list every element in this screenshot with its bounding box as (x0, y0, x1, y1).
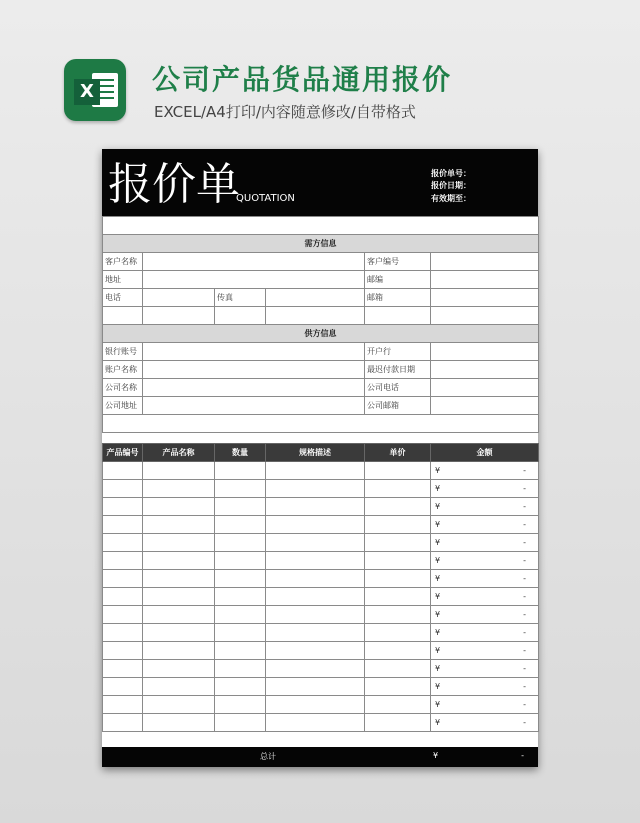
item-cell[interactable] (143, 534, 215, 552)
item-cell[interactable] (365, 642, 431, 660)
item-cell[interactable] (103, 480, 143, 498)
header-product-no: 产品编号 (103, 444, 143, 462)
amount-cell[interactable] (431, 606, 539, 624)
amount-cell[interactable] (431, 660, 539, 678)
table-row (103, 714, 539, 732)
item-cell[interactable] (215, 642, 266, 660)
item-cell[interactable] (215, 570, 266, 588)
table-row (103, 534, 539, 552)
header-product-name: 产品名称 (143, 444, 215, 462)
customer-no-label: 客户编号 (365, 253, 431, 271)
item-cell[interactable] (103, 534, 143, 552)
item-cell[interactable] (266, 516, 365, 534)
item-cell[interactable] (266, 606, 365, 624)
fax-field[interactable] (266, 289, 365, 307)
item-cell[interactable] (103, 462, 143, 480)
header-amount: 金额 (431, 444, 539, 462)
amount-value: - (523, 520, 526, 529)
item-cell[interactable] (365, 570, 431, 588)
amount-cell[interactable] (431, 462, 539, 480)
total-currency: ¥ (433, 751, 439, 760)
table-row (103, 606, 539, 624)
item-cell[interactable] (215, 624, 266, 642)
amount-currency: ¥ (435, 646, 441, 655)
item-cell[interactable] (143, 462, 215, 480)
amount-value: - (523, 664, 526, 673)
amount-cell[interactable] (431, 588, 539, 606)
bank-field[interactable] (431, 343, 539, 361)
amount-currency: ¥ (435, 556, 441, 565)
item-cell[interactable] (365, 534, 431, 552)
amount-currency: ¥ (435, 664, 441, 673)
amount-cell[interactable] (431, 498, 539, 516)
item-cell[interactable] (103, 588, 143, 606)
quote-no-label: 报价单号： (431, 169, 471, 178)
page-title: 公司产品货品通用报价 (152, 63, 453, 96)
amount-value: - (523, 592, 526, 601)
header-spec: 规格描述 (266, 444, 365, 462)
bank-account-label: 银行账号 (103, 343, 143, 361)
item-cell[interactable] (143, 696, 215, 714)
zip-field[interactable] (431, 271, 539, 289)
email-label: 邮箱 (365, 289, 431, 307)
item-cell[interactable] (143, 642, 215, 660)
item-cell[interactable] (365, 660, 431, 678)
phone-field[interactable] (143, 289, 215, 307)
item-cell[interactable] (103, 516, 143, 534)
amount-currency: ¥ (435, 610, 441, 619)
company-email-field[interactable] (431, 397, 539, 415)
item-cell[interactable] (365, 516, 431, 534)
quote-date-label: 报价日期： (431, 181, 471, 190)
item-cell[interactable] (365, 498, 431, 516)
company-address-field[interactable] (143, 397, 365, 415)
item-cell[interactable] (143, 624, 215, 642)
amount-value: - (523, 484, 526, 493)
company-name-field[interactable] (143, 379, 365, 397)
header-quantity: 数量 (215, 444, 266, 462)
table-row (103, 462, 539, 480)
items-header-row (103, 444, 539, 462)
customer-name-field[interactable] (143, 253, 365, 271)
bank-account-field[interactable] (143, 343, 365, 361)
latest-payment-field[interactable] (431, 361, 539, 379)
amount-value: - (523, 466, 526, 475)
amount-currency: ¥ (435, 700, 441, 709)
amount-currency: ¥ (435, 520, 441, 529)
amount-cell[interactable] (431, 714, 539, 732)
item-cell[interactable] (103, 660, 143, 678)
item-cell[interactable] (103, 552, 143, 570)
item-cell[interactable] (266, 534, 365, 552)
amount-currency: ¥ (435, 538, 441, 547)
item-cell[interactable] (215, 678, 266, 696)
item-cell[interactable] (266, 624, 365, 642)
amount-currency: ¥ (435, 592, 441, 601)
item-cell[interactable] (215, 480, 266, 498)
item-cell[interactable] (365, 480, 431, 498)
company-phone-label: 公司电话 (365, 379, 431, 397)
item-cell[interactable] (215, 516, 266, 534)
blank-cell[interactable] (103, 307, 143, 325)
bank-label: 开户行 (365, 343, 431, 361)
amount-cell[interactable] (431, 570, 539, 588)
table-row (103, 516, 539, 534)
table-row (103, 696, 539, 714)
item-cell[interactable] (266, 696, 365, 714)
item-cell[interactable] (266, 552, 365, 570)
item-cell[interactable] (103, 498, 143, 516)
quotation-title-cn: 报价单 (108, 159, 240, 210)
table-row (103, 660, 539, 678)
item-cell[interactable] (266, 678, 365, 696)
total-amount: - (521, 751, 524, 760)
address-field[interactable] (143, 271, 365, 289)
page-subtitle: EXCEL/A4打印/内容随意修改/自带格式 (154, 103, 416, 121)
item-cell[interactable] (365, 714, 431, 732)
item-cell[interactable] (365, 624, 431, 642)
quotation-title-en: QUOTATION (236, 193, 295, 204)
amount-value: - (523, 538, 526, 547)
blank-cell[interactable] (431, 307, 539, 325)
amount-currency: ¥ (435, 682, 441, 691)
amount-cell[interactable] (431, 534, 539, 552)
item-cell[interactable] (143, 714, 215, 732)
title-band (102, 149, 538, 216)
item-cell[interactable] (365, 678, 431, 696)
item-cell[interactable] (143, 606, 215, 624)
amount-cell[interactable] (431, 696, 539, 714)
item-cell[interactable] (143, 678, 215, 696)
company-address-label: 公司地址 (103, 397, 143, 415)
amount-cell[interactable] (431, 678, 539, 696)
amount-value: - (523, 700, 526, 709)
buyer-section-title: 需方信息 (103, 235, 539, 253)
excel-letter: X (74, 79, 100, 105)
company-email-label: 公司邮箱 (365, 397, 431, 415)
total-label: 总计 (260, 752, 276, 761)
item-cell[interactable] (143, 498, 215, 516)
amount-currency: ¥ (435, 628, 441, 637)
amount-cell[interactable] (431, 480, 539, 498)
item-cell[interactable] (365, 696, 431, 714)
item-cell[interactable] (266, 480, 365, 498)
item-cell[interactable] (143, 480, 215, 498)
table-row (103, 624, 539, 642)
company-name-label: 公司名称 (103, 379, 143, 397)
latest-payment-label: 最迟付款日期 (365, 361, 431, 379)
item-cell[interactable] (215, 606, 266, 624)
item-cell[interactable] (215, 696, 266, 714)
item-cell[interactable] (103, 696, 143, 714)
amount-value: - (523, 646, 526, 655)
header (0, 0, 640, 140)
table-row (103, 552, 539, 570)
fax-label: 传真 (215, 289, 266, 307)
amount-cell[interactable] (431, 642, 539, 660)
item-cell[interactable] (215, 552, 266, 570)
amount-value: - (523, 574, 526, 583)
amount-cell[interactable] (431, 624, 539, 642)
amount-value: - (523, 718, 526, 727)
item-cell[interactable] (103, 624, 143, 642)
blank-cell[interactable] (266, 307, 365, 325)
blank-cell[interactable] (143, 307, 215, 325)
blank-cell[interactable] (215, 307, 266, 325)
excel-icon (64, 59, 126, 121)
item-cell[interactable] (143, 570, 215, 588)
supplier-section-title: 供方信息 (103, 325, 539, 343)
item-cell[interactable] (215, 534, 266, 552)
item-cell[interactable] (143, 552, 215, 570)
table-row (103, 498, 539, 516)
item-cell[interactable] (143, 588, 215, 606)
spacer-row (103, 217, 539, 235)
table-row (103, 588, 539, 606)
amount-currency: ¥ (435, 484, 441, 493)
item-cell[interactable] (103, 714, 143, 732)
zip-label: 邮编 (365, 271, 431, 289)
item-cell[interactable] (266, 714, 365, 732)
item-cell[interactable] (143, 660, 215, 678)
spacer-row (103, 415, 539, 433)
item-cell[interactable] (365, 462, 431, 480)
item-cell[interactable] (215, 714, 266, 732)
account-name-label: 账户名称 (103, 361, 143, 379)
item-cell[interactable] (215, 498, 266, 516)
item-cell[interactable] (215, 462, 266, 480)
table-row (103, 678, 539, 696)
amount-value: - (523, 556, 526, 565)
company-phone-field[interactable] (431, 379, 539, 397)
item-cell[interactable] (365, 552, 431, 570)
item-cell[interactable] (266, 462, 365, 480)
item-cell[interactable] (365, 606, 431, 624)
item-cell[interactable] (266, 660, 365, 678)
item-cell[interactable] (103, 678, 143, 696)
table-row (103, 570, 539, 588)
item-cell[interactable] (215, 660, 266, 678)
email-field[interactable] (431, 289, 539, 307)
amount-value: - (523, 628, 526, 637)
item-cell[interactable] (215, 588, 266, 606)
address-label: 地址 (103, 271, 143, 289)
customer-name-label: 客户名称 (103, 253, 143, 271)
account-name-field[interactable] (143, 361, 365, 379)
customer-no-field[interactable] (431, 253, 539, 271)
blank-cell[interactable] (365, 307, 431, 325)
amount-value: - (523, 610, 526, 619)
item-cell[interactable] (266, 498, 365, 516)
item-cell[interactable] (143, 516, 215, 534)
item-cell[interactable] (266, 642, 365, 660)
amount-cell[interactable] (431, 552, 539, 570)
amount-currency: ¥ (435, 502, 441, 511)
quotation-sheet (102, 149, 538, 767)
amount-value: - (523, 502, 526, 511)
phone-label: 电话 (103, 289, 143, 307)
item-cell[interactable] (266, 588, 365, 606)
amount-currency: ¥ (435, 574, 441, 583)
total-row (102, 747, 538, 767)
item-cell[interactable] (103, 606, 143, 624)
item-cell[interactable] (365, 588, 431, 606)
table-row (103, 480, 539, 498)
valid-until-label: 有效期至： (431, 194, 471, 203)
item-cell[interactable] (266, 570, 365, 588)
amount-cell[interactable] (431, 516, 539, 534)
items-table (102, 443, 539, 732)
header-unit-price: 单价 (365, 444, 431, 462)
item-cell[interactable] (103, 570, 143, 588)
amount-currency: ¥ (435, 466, 441, 475)
amount-currency: ¥ (435, 718, 441, 727)
table-row (103, 642, 539, 660)
item-cell[interactable] (103, 642, 143, 660)
info-table (102, 216, 539, 433)
amount-value: - (523, 682, 526, 691)
